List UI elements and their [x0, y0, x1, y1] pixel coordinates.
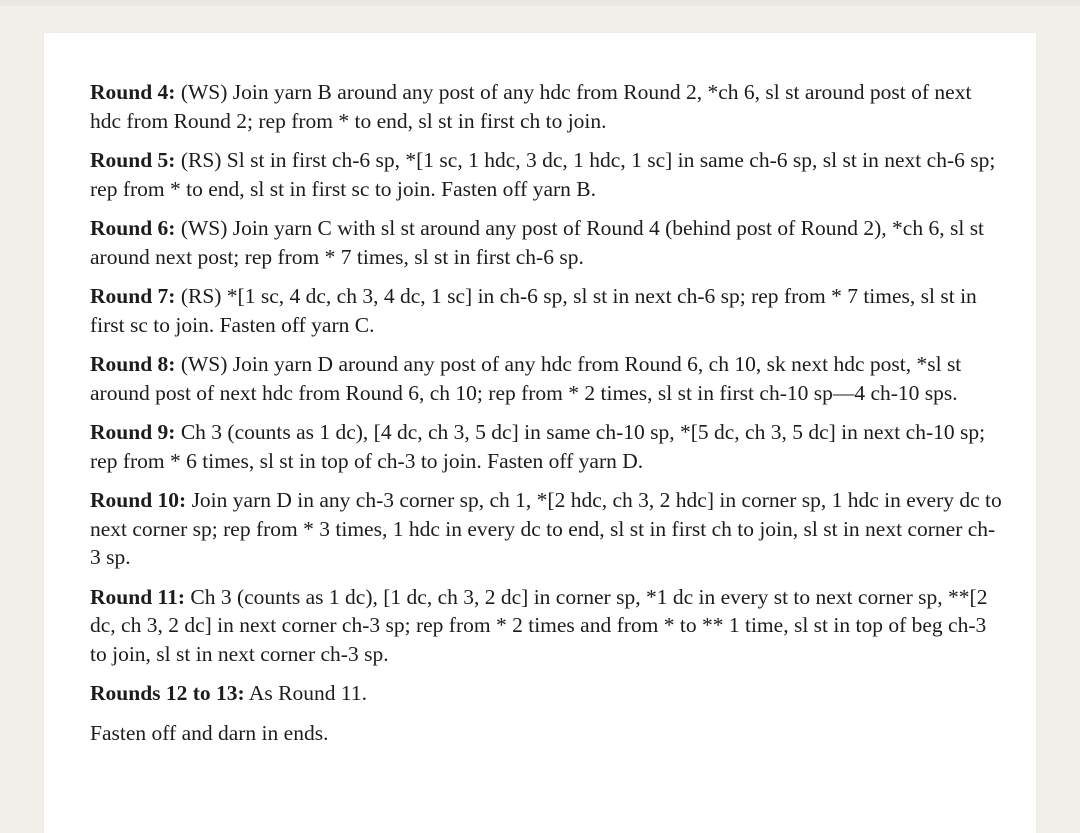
round-6-paragraph	[90, 214, 1005, 271]
round-5-paragraph	[90, 146, 1005, 203]
round-label: Round 10:	[90, 488, 187, 512]
round-instructions: Ch 3 (counts as 1 dc), [1 dc, ch 3, 2 dc] in corner sp, *1 dc in every st to next corner sp, **[2 dc, ch 3, 2 dc] in next corner ch-3 sp; rep from * 2 times and from * to ** 1 time, sl st in top of beg ch-3 to join, sl st in next corner ch-3 sp.	[90, 584, 988, 666]
round-instructions: (WS) Join yarn D around any post of any hdc from Round 6, ch 10, sk next hdc post, *sl st around post of next hdc from Round 6, ch 10; rep from * 2 times, sl st in first ch-10 sp—4 ch-10 sps.	[90, 352, 962, 405]
round-label: Round 9:	[90, 420, 176, 444]
round-label: Round 11:	[90, 584, 185, 609]
round-instructions: (RS) *[1 sc, 4 dc, ch 3, 4 dc, 1 sc] in ch-6 sp, sl st in next ch-6 sp; rep from * 7 times, sl st in first sc to join. Fasten off yarn C.	[90, 284, 977, 337]
round-7-paragraph	[90, 282, 1005, 339]
round-label: Round 8:	[90, 352, 176, 376]
round-label: Round 5:	[90, 148, 176, 172]
round-8-paragraph	[90, 350, 1005, 407]
top-edge	[0, 0, 1080, 6]
round-label: Round 7:	[90, 284, 176, 308]
round-4-paragraph	[90, 78, 1005, 135]
round-instructions: Join yarn D in any ch-3 corner sp, ch 1, *[2 hdc, ch 3, 2 hdc] in corner sp, 1 hdc in every dc to next corner sp; rep from * 3 times, 1 hdc in every dc to end, sl st in first ch to join, sl st in next corner ch-3 sp.	[90, 488, 1002, 569]
document-page	[44, 33, 1036, 833]
round-instructions: (WS) Join yarn C with sl st around any post of Round 4 (behind post of Round 2), *ch 6, sl st around next post; rep from * 7 times, sl st in first ch-6 sp.	[90, 216, 985, 269]
round-label: Round 4:	[90, 80, 176, 104]
round-9-paragraph	[90, 418, 1005, 475]
round-label: Round 6:	[90, 216, 176, 240]
rounds-12-13-paragraph	[90, 679, 1005, 708]
closing-instruction: Fasten off and darn in ends.	[90, 720, 329, 745]
pattern-instructions	[90, 78, 1005, 758]
round-10-paragraph	[90, 486, 1005, 572]
round-instructions: Ch 3 (counts as 1 dc), [4 dc, ch 3, 5 dc] in same ch-10 sp, *[5 dc, ch 3, 5 dc] in next ch-10 sp; rep from * 6 times, sl st in top of ch-3 to join. Fasten off yarn D.	[90, 420, 986, 473]
round-instructions: As Round 11.	[244, 681, 367, 705]
round-instructions: (RS) Sl st in first ch-6 sp, *[1 sc, 1 hdc, 3 dc, 1 hdc, 1 sc] in same ch-6 sp, sl st in next ch-6 sp; rep from * to end, sl st in first sc to join. Fasten off yarn B.	[90, 148, 996, 201]
round-instructions: (WS) Join yarn B around any post of any hdc from Round 2, *ch 6, sl st around post of next hdc from Round 2; rep from * to end, sl st in first ch to join.	[90, 80, 972, 133]
round-label: Rounds 12 to 13:	[90, 681, 245, 705]
round-11-paragraph	[90, 583, 1005, 669]
